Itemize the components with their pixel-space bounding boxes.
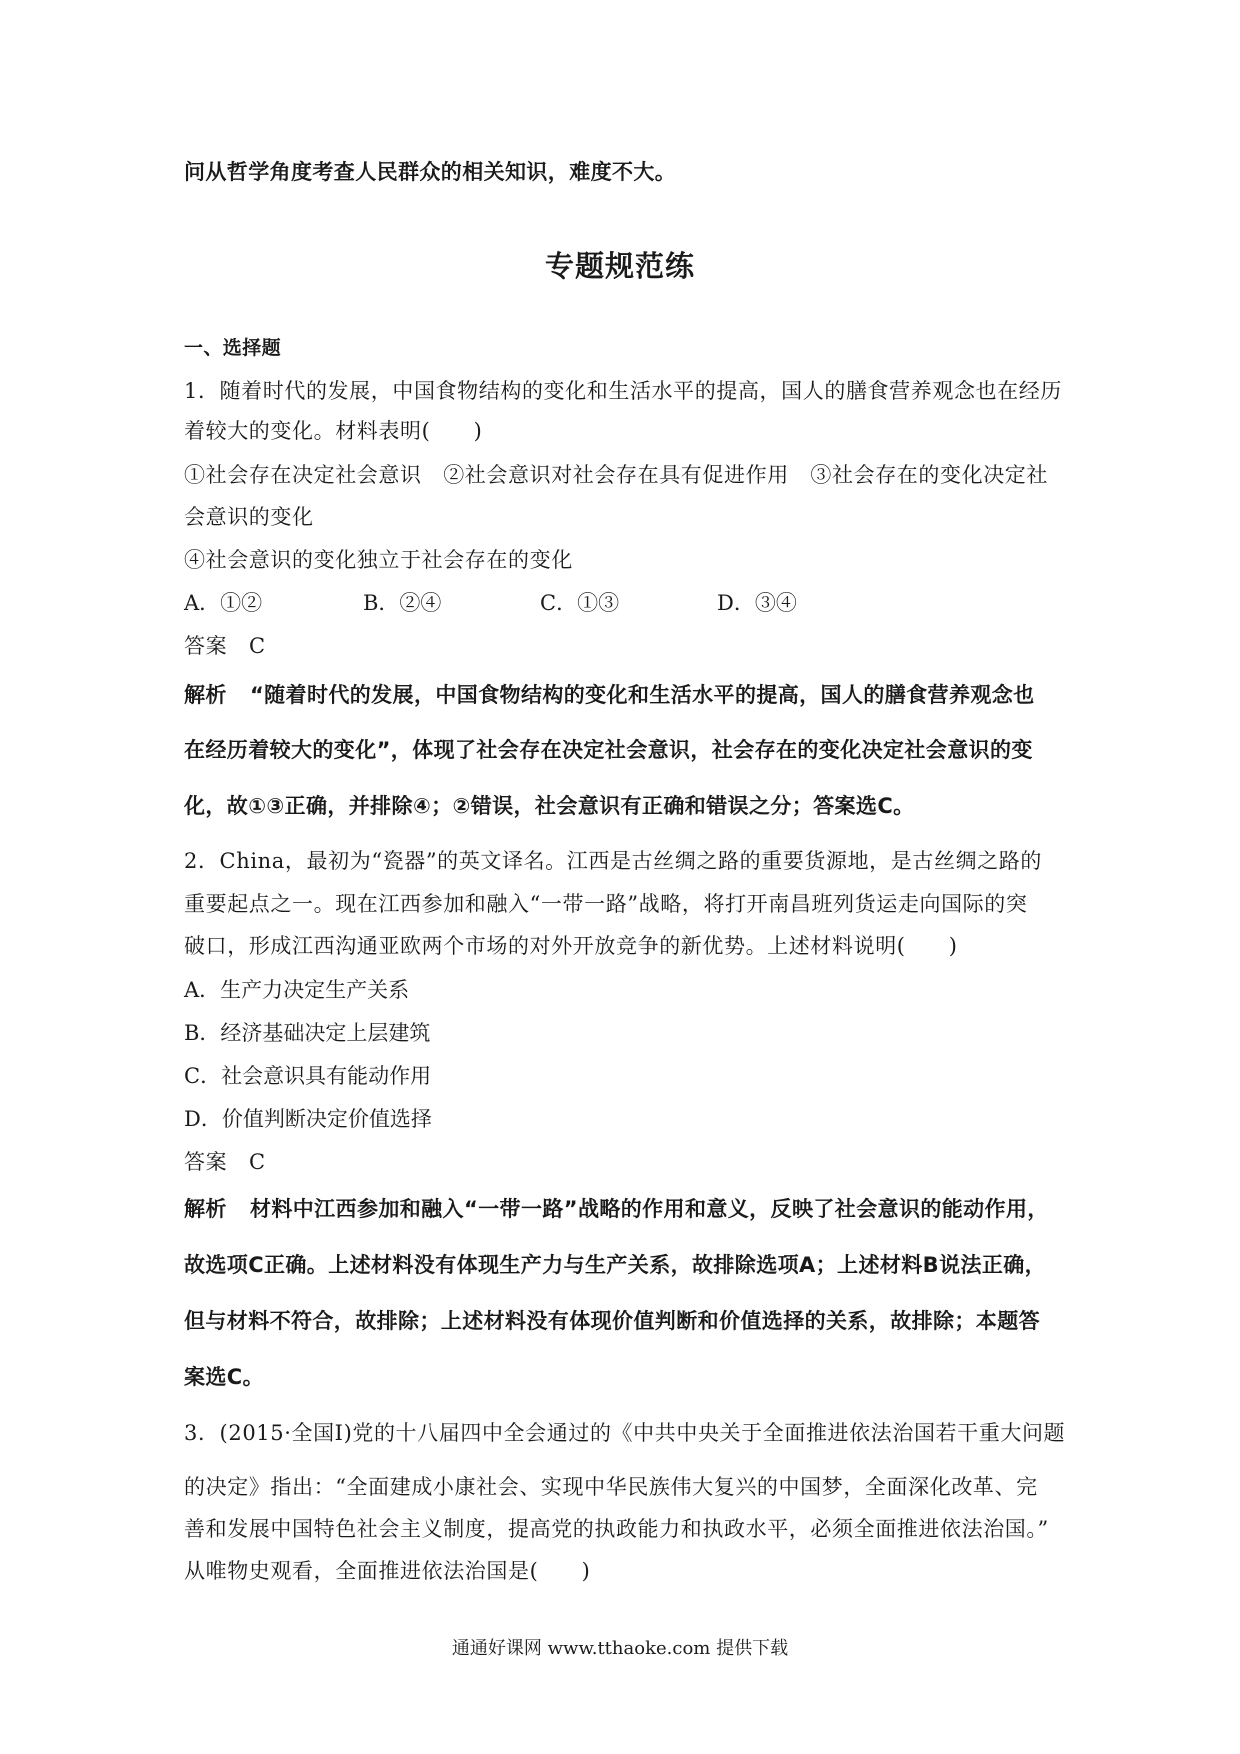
q2-stem-line: 2．China，最初为“瓷器”的英文译名。江西是古丝绸之路的重要货源地，是古丝绸之路的 (184, 849, 1042, 873)
q1-option-c: C．①③ (540, 591, 620, 615)
q1-option-d: D．③④ (717, 591, 797, 615)
answer-label: 答案 (184, 634, 228, 658)
answer-value: C (249, 634, 266, 658)
q1-statement-line: ④社会意识的变化独立于社会存在的变化 (184, 548, 573, 572)
q2-option-b: B．经济基础决定上层建筑 (184, 1021, 431, 1045)
q2-analysis-line (184, 1194, 1049, 1224)
analysis-text: “随着时代的发展，中国食物结构的变化和生活水平的提高，国人的膳食营养观念也 (249, 683, 1035, 707)
q3-stem-line: 的决定》指出：“全面建成小康社会、实现中华民族伟大复兴的中国梦，全面深化改革、完 (184, 1475, 1038, 1499)
part-heading: 一、选择题 (184, 337, 282, 359)
analysis-text: 材料中江西参加和融入“一带一路”战略的作用和意义，反映了社会意识的能动作用， (249, 1197, 1049, 1221)
q2-analysis-line: 故选项C正确。上述材料没有体现生产力与生产关系，故排除选项A；上述材料B说法正确， (184, 1253, 1047, 1277)
page-footer: 通通好课网 www.tthaoke.com 提供下载 (451, 1638, 789, 1659)
q1-option-a: A．①② (184, 591, 263, 615)
q3-stem-line: 从唯物史观看，全面推进依法治国是( ) (184, 1559, 591, 1583)
q3-stem-line: 3．(2015·全国Ⅰ)党的十八届四中全会通过的《中共中央关于全面推进依法治国若干重大问题 (184, 1421, 1066, 1445)
analysis-label: 解析 (184, 1197, 227, 1221)
analysis-label: 解析 (184, 683, 227, 707)
q1-answer (184, 631, 266, 661)
q2-option-d: D．价值判断决定价值选择 (184, 1107, 432, 1131)
answer-label: 答案 (184, 1150, 228, 1174)
q1-option-b: B．②④ (363, 591, 442, 615)
q1-stem-line: 着较大的变化。材料表明( ) (184, 419, 483, 443)
q2-answer (184, 1147, 266, 1177)
q2-option-c: C．社会意识具有能动作用 (184, 1064, 432, 1088)
q3-stem-line: 善和发展中国特色社会主义制度，提高党的执政能力和执政水平，必须全面推进依法治国。” (184, 1517, 1049, 1541)
carryover-text: 问从哲学角度考查人民群众的相关知识，难度不大。 (184, 160, 677, 184)
q1-statement-line: ①社会存在决定社会意识 ②社会意识对社会存在具有促进作用 ③社会存在的变化决定社 (184, 463, 1048, 487)
q2-stem-line: 破口，形成江西沟通亚欧两个市场的对外开放竞争的新优势。上述材料说明( ) (184, 934, 958, 958)
q1-analysis-line: 化，故①③正确，并排除④；②错误，社会意识有正确和错误之分；答案选C。 (184, 794, 915, 818)
q2-analysis-line: 案选C。 (184, 1365, 265, 1389)
q2-stem-line: 重要起点之一。现在江西参加和融入“一带一路”战略，将打开南昌班列货运走向国际的突 (184, 892, 1028, 916)
q1-stem-line: 1．随着时代的发展，中国食物结构的变化和生活水平的提高，国人的膳食营养观念也在经历 (184, 379, 1062, 403)
q1-statement-line: 会意识的变化 (184, 505, 314, 529)
q1-analysis-line (184, 680, 1035, 710)
q2-option-a: A．生产力决定生产关系 (184, 978, 410, 1002)
q2-analysis-line: 但与材料不符合，故排除；上述材料没有体现价值判断和价值选择的关系，故排除；本题答 (184, 1309, 1040, 1333)
answer-value: C (249, 1150, 266, 1174)
section-title: 专题规范练 (544, 249, 695, 283)
q1-analysis-line: 在经历着较大的变化”，体现了社会存在决定社会意识，社会存在的变化决定社会意识的变 (184, 738, 1033, 762)
